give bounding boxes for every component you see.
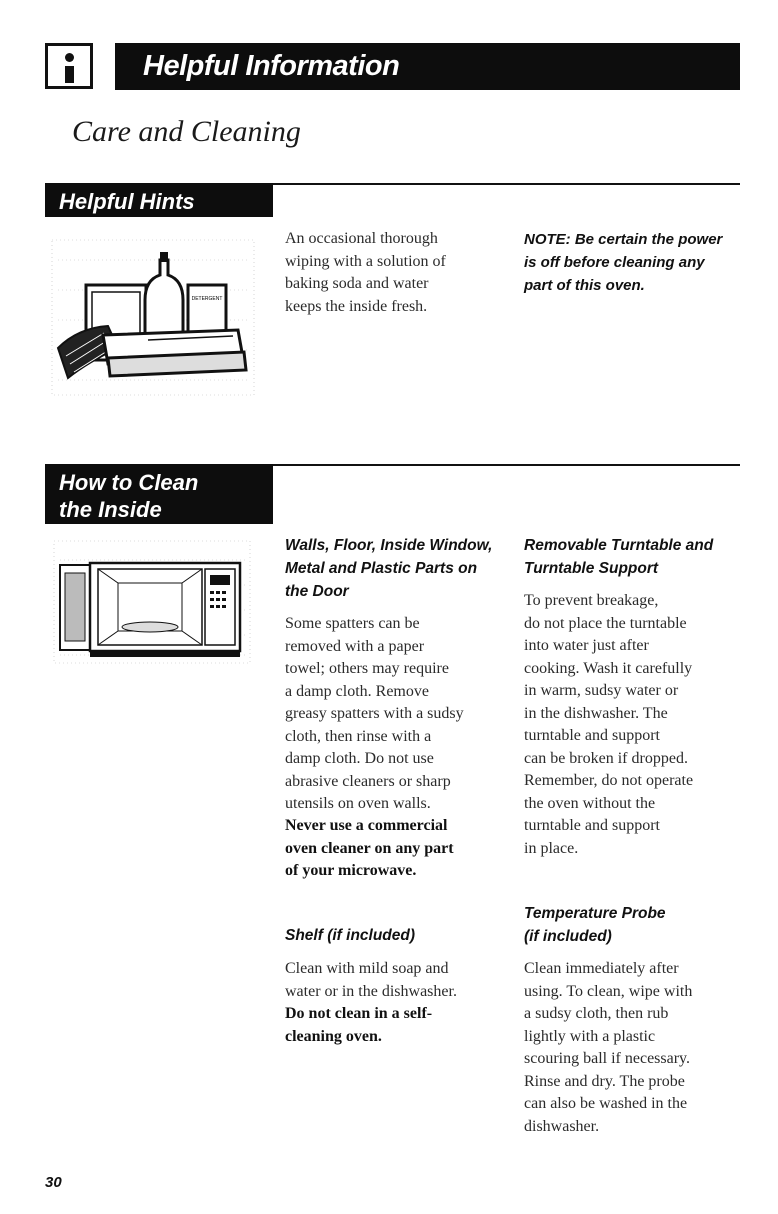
probe-body: Clean immediately after using. To clean, wipe with a sudsy cloth, then rub lightly with a plastic scouring ball if necessary. Rinse and dry. The probe can also be washed in the dishwasher.: [524, 960, 693, 1135]
inside-tab: How to Clean the Inside: [45, 464, 273, 524]
shelf-body: Clean with mild soap and water or in the dishwasher.: [285, 960, 457, 1000]
cleaning-supplies-illustration: [48, 230, 258, 400]
hints-body: An occasional thorough wiping with a solution of baking soda and water keeps the inside fresh.: [285, 230, 446, 315]
power-off-note: NOTE: Be certain the power is off before cleaning any part of this oven.: [524, 231, 723, 294]
shelf-heading: Shelf (if included): [285, 927, 416, 944]
section-title: Care and Cleaning: [72, 115, 301, 148]
detergent-label: DETERGENT: [191, 296, 223, 302]
info-icon: [45, 43, 93, 89]
commercial-cleaner-warning: Never use a commercial oven cleaner on any part of your microwave.: [285, 817, 454, 879]
page-number: 30: [45, 1174, 62, 1191]
page-header-title: Helpful Information: [115, 43, 740, 90]
self-cleaning-warning: Do not clean in a self- cleaning oven.: [285, 1005, 433, 1045]
microwave-illustration: [50, 535, 255, 665]
walls-heading: Walls, Floor, Inside Window, Metal and Plastic Parts on the Door: [285, 537, 493, 600]
turntable-heading: Removable Turntable and Turntable Support: [524, 537, 714, 577]
walls-body: Some spatters can be removed with a paper towel; others may require a damp cloth. Remove greasy spatters with a sudsy cloth, then rinse with a damp cloth. Do not use abrasive cleaners or sharp utensils on oven walls.: [285, 615, 464, 812]
probe-heading: Temperature Probe (if included): [524, 905, 666, 945]
hints-tab: Helpful Hints: [45, 183, 273, 217]
turntable-body: To prevent breakage, do not place the turntable into water just after cooking. Wash it carefully in warm, sudsy water or in the dishwasher. The turntable and support can be broken if dropped. Remember, do not operate the oven without the turntable and support in place.: [524, 592, 694, 857]
